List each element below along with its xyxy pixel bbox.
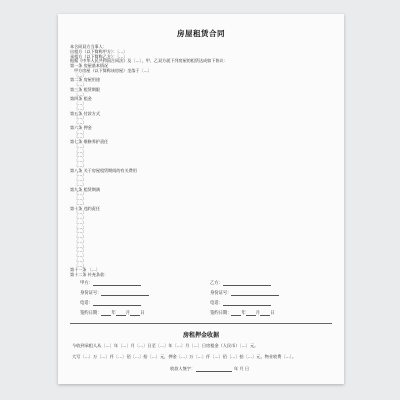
contract-title: 房屋租赁合同 (177, 29, 225, 38)
clause-line: 〔…〕 (74, 210, 87, 216)
clause-line: 本合同双方当事人： (70, 44, 107, 49)
month-label: 月 (125, 311, 131, 316)
clause-line: 〔…〕 (74, 105, 87, 111)
clause-line: 第九条 租赁期满 (70, 186, 100, 192)
clause-line: 〔…〕 (74, 243, 87, 249)
clause-line: 第十一条 〔…〕 (70, 267, 100, 273)
receipt-date: 年 月 日 (233, 366, 250, 371)
clause-line: 〔…〕 (74, 172, 87, 178)
party-a-id (80, 290, 149, 296)
clause-line: 甲方房屋（以下简称该房屋）坐落于〔…〕 (74, 67, 152, 73)
clause-line: 〔…〕 (74, 82, 87, 87)
clause-line: 〔…〕 (74, 200, 87, 206)
clause-line: 〔…〕 (74, 143, 87, 149)
clause-line: 〔…〕 (74, 196, 87, 201)
divider (70, 323, 332, 324)
clause-line: 〔…〕 (74, 129, 87, 135)
clause-line: 第四条 租金 (70, 96, 92, 102)
clause-line: 〔…〕 (74, 158, 87, 163)
clause-line: 〔…〕 (74, 215, 87, 220)
clause-line: 〔…〕 (74, 177, 87, 182)
clause-line: 第二条 房屋用途 (70, 77, 100, 83)
clause-line: 〔…〕 (74, 234, 87, 239)
clause-line: 〔…〕 (74, 162, 87, 168)
clause-line: 〔…〕 (74, 191, 87, 197)
date-label-b: 签约日期： (210, 311, 232, 316)
clause-line: 〔…〕 (74, 72, 87, 78)
clause-line: 根据《中华人民共和国合同法》及〔…〕，甲、乙双方就下列房屋的租赁达成如下协议： (70, 58, 228, 64)
id-label-b: 身份证号： (210, 291, 232, 296)
clause-line: 〔…〕 (74, 219, 87, 225)
party-b-label: 乙方： (210, 281, 223, 286)
party-a-phone (80, 300, 141, 306)
day-label: 日 (140, 311, 145, 316)
clause-line: 〔…〕 (74, 253, 87, 258)
clause-line: 〔…〕 (74, 120, 87, 125)
receipt-line-1: 今收到承租人从〔…〕年〔…〕月〔…〕日至〔…〕年〔…〕月〔…〕日房租金（人民币）〔…〕元。 (72, 343, 259, 348)
receipt-signer-label: 收款人签字： (170, 366, 196, 371)
party-b-date (210, 310, 274, 316)
contract-page (58, 14, 344, 384)
clause-line: 第三条 租赁期限 (70, 86, 100, 92)
clause-line: 承租方（以下简称乙方）：〔…〕 (70, 53, 128, 59)
year-label: 年 (241, 311, 246, 316)
party-b-signature (210, 280, 271, 286)
clause-line: 〔…〕 (74, 238, 87, 244)
date-label-a: 签约日期： (80, 311, 102, 316)
party-a-signature (80, 280, 141, 286)
clause-line: 第八条 关于房屋租赁期间的有关费用 (70, 167, 137, 173)
party-a-date (80, 310, 144, 316)
id-label-a: 身份证号： (80, 291, 102, 296)
clause-line: 第十条 违约责任 (70, 205, 100, 211)
clause-line: 出租方（以下简称甲方）：〔…〕 (70, 48, 128, 54)
clause-line: 第十二条 补充条款： (70, 272, 109, 277)
receipt-title: 房租押金收据 (182, 332, 219, 339)
phone-label-a: 电话： (80, 301, 93, 306)
clause-line: 〔…〕 (74, 148, 87, 154)
clause-line: 〔…〕 (74, 153, 87, 159)
clause-line: 〔…〕 (74, 224, 87, 230)
clause-line: 第七条 维修养护责任 (70, 139, 109, 144)
clause-line: 〔…〕 (74, 262, 87, 268)
clause-line: 〔…〕 (74, 257, 87, 263)
clause-line: 第一条 房屋基本情况 (70, 63, 109, 68)
clause-line: 〔…〕 (74, 181, 87, 187)
clause-line: 第五条 付款方式 (70, 110, 100, 116)
clause-line: 〔…〕 (74, 248, 87, 254)
receipt-line-2: 大写〔…〕万〔…〕仟〔…〕佰〔…〕拾〔…〕元，押金〔…〕万〔…〕仟〔…〕佰〔…〕拾〔…〕元，物业收费〔…〕。 (72, 354, 297, 359)
party-b-phone (210, 300, 271, 306)
party-b-id (210, 290, 279, 296)
clause-line: 〔…〕 (74, 101, 87, 106)
clause-line: 〔…〕 (74, 134, 87, 140)
clause-line: 第六条 押金 (70, 124, 92, 130)
clause-line: 〔…〕 (74, 229, 87, 235)
receipt-signature (170, 366, 330, 372)
year-label: 年 (111, 311, 116, 316)
clause-line: 〔…〕 (74, 115, 87, 121)
phone-label-b: 电话： (210, 301, 223, 306)
clause-line: 〔…〕 (74, 91, 87, 97)
party-a-label: 甲方： (80, 281, 93, 286)
day-label: 日 (270, 311, 275, 316)
month-label: 月 (255, 311, 261, 316)
